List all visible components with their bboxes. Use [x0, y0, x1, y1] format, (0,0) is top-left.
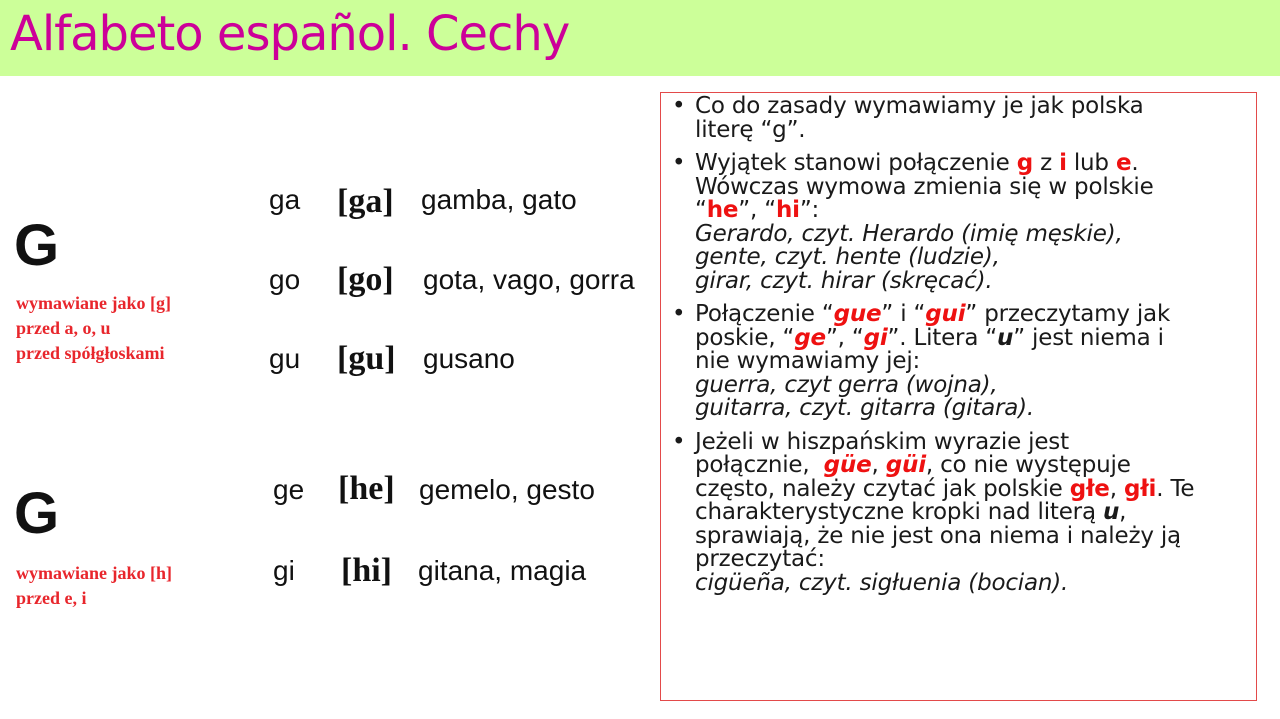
- highlight-syllable: ge: [794, 324, 826, 351]
- rule-text: , co nie występuje: [925, 452, 1131, 478]
- highlight-syllable: głe: [1069, 475, 1110, 502]
- rule-text: poskie, “: [695, 324, 795, 351]
- rule-text: ,: [1119, 499, 1127, 525]
- highlight-syllable: gi: [863, 324, 888, 351]
- highlight-syllable: gue: [833, 301, 882, 327]
- ipa-gu: [gu]: [337, 340, 396, 377]
- note-line: wymawiane jako [h]: [16, 563, 172, 583]
- rule-text: “: [695, 197, 707, 223]
- rule-text: ,: [871, 452, 886, 478]
- rule-text: ” przeczytamy jak: [965, 301, 1171, 327]
- rule-text: literę “g”.: [695, 116, 806, 143]
- highlight-syllable: he: [706, 197, 739, 223]
- rule-text: ”, “: [825, 324, 864, 351]
- rule-text: ” jest niema i: [1013, 324, 1164, 351]
- highlight-syllable: güi: [885, 452, 926, 478]
- syllable-gu: gu: [269, 343, 301, 374]
- rule-text: połącznie,: [695, 452, 824, 478]
- rule-text: .: [1131, 150, 1139, 176]
- rule-text: z: [1032, 150, 1060, 176]
- examples-gi: gitana, magia: [418, 555, 587, 586]
- note-hard-g: [16, 291, 171, 366]
- rule-text: ”, “: [738, 197, 776, 223]
- note-soft-g: [16, 561, 172, 611]
- examples-go: gota, vago, gorra: [423, 264, 635, 295]
- ipa-ga: [ga]: [337, 183, 394, 220]
- highlight-letter: e: [1115, 150, 1132, 176]
- page-title: Alfabeto español. Cechy: [10, 6, 570, 62]
- letter-g-soft: G: [14, 481, 60, 546]
- highlight-letter: g: [1016, 150, 1033, 176]
- note-line: wymawiane jako [g]: [16, 293, 171, 313]
- syllable-ge: ge: [273, 474, 305, 505]
- title-bar: [0, 0, 1280, 76]
- rule-item: [672, 152, 1252, 293]
- ipa-go: [go]: [337, 261, 394, 298]
- note-line: przed a, o, u: [16, 318, 111, 338]
- examples-ge: gemelo, gesto: [419, 474, 595, 505]
- rule-item: [672, 95, 1252, 142]
- rule-text: przeczytać:: [695, 546, 825, 572]
- highlight-letter: i: [1059, 150, 1067, 176]
- rule-text: ”. Litera “: [887, 324, 998, 351]
- examples-gu: gusano: [423, 343, 515, 374]
- rule-text: charakterystyczne kropki nad literą: [695, 499, 1103, 525]
- syllable-ga: ga: [269, 184, 301, 215]
- note-line: przed spółgłoskami: [16, 343, 165, 363]
- rule-text: ”:: [799, 197, 820, 223]
- rule-text: Połączenie “: [695, 301, 834, 327]
- example-text: guerra, czyt gerra (wojna),: [695, 371, 998, 398]
- rule-text: ,: [1109, 475, 1124, 502]
- letter-g-hard: G: [14, 213, 60, 278]
- rule-text: . Te: [1156, 475, 1195, 502]
- example-text: girar, czyt. hirar (skręcać).: [695, 267, 993, 294]
- rule-text: sprawiają, że nie jest ona niema i należy ją: [695, 522, 1181, 549]
- rule-text: nie wymawiamy jej:: [695, 348, 921, 374]
- rule-text: Wyjątek stanowi połączenie: [695, 150, 1017, 176]
- rule-text: Wówczas wymowa zmienia się w polskie: [695, 173, 1154, 200]
- rule-item: [672, 428, 1252, 596]
- rule-item: [672, 303, 1252, 421]
- examples-ga: gamba, gato: [421, 184, 577, 215]
- example-text: gente, czyt. hente (ludzie),: [695, 244, 1000, 270]
- highlight-letter: u: [1102, 499, 1120, 525]
- example-text: Gerardo, czyt. Herardo (imię męskie),: [695, 220, 1123, 247]
- highlight-syllable: hi: [775, 197, 800, 223]
- ipa-hi: [hi]: [341, 552, 392, 589]
- highlight-syllable: gui: [925, 301, 966, 327]
- highlight-syllable: güe: [823, 452, 872, 478]
- ipa-he: [he]: [338, 470, 395, 507]
- rule-text: Jeżeli w hiszpańskim wyrazie jest: [695, 428, 1069, 455]
- highlight-letter: u: [997, 324, 1014, 351]
- syllable-go: go: [269, 264, 301, 295]
- rule-text: często, należy czytać jak polskie: [695, 475, 1070, 502]
- highlight-syllable: głi: [1123, 475, 1157, 502]
- note-line: przed e, i: [16, 588, 87, 608]
- rule-text: lub: [1066, 150, 1116, 176]
- syllable-gi: gi: [273, 555, 295, 586]
- rules-list: [672, 95, 1252, 605]
- example-text: guitarra, czyt. gitarra (gitara).: [695, 395, 1035, 421]
- rule-text: Co do zasady wymawiamy je jak polska: [695, 93, 1144, 119]
- rule-text: ” i “: [881, 301, 926, 327]
- example-text: cigüeña, czyt. sigłuenia (bocian).: [695, 569, 1069, 596]
